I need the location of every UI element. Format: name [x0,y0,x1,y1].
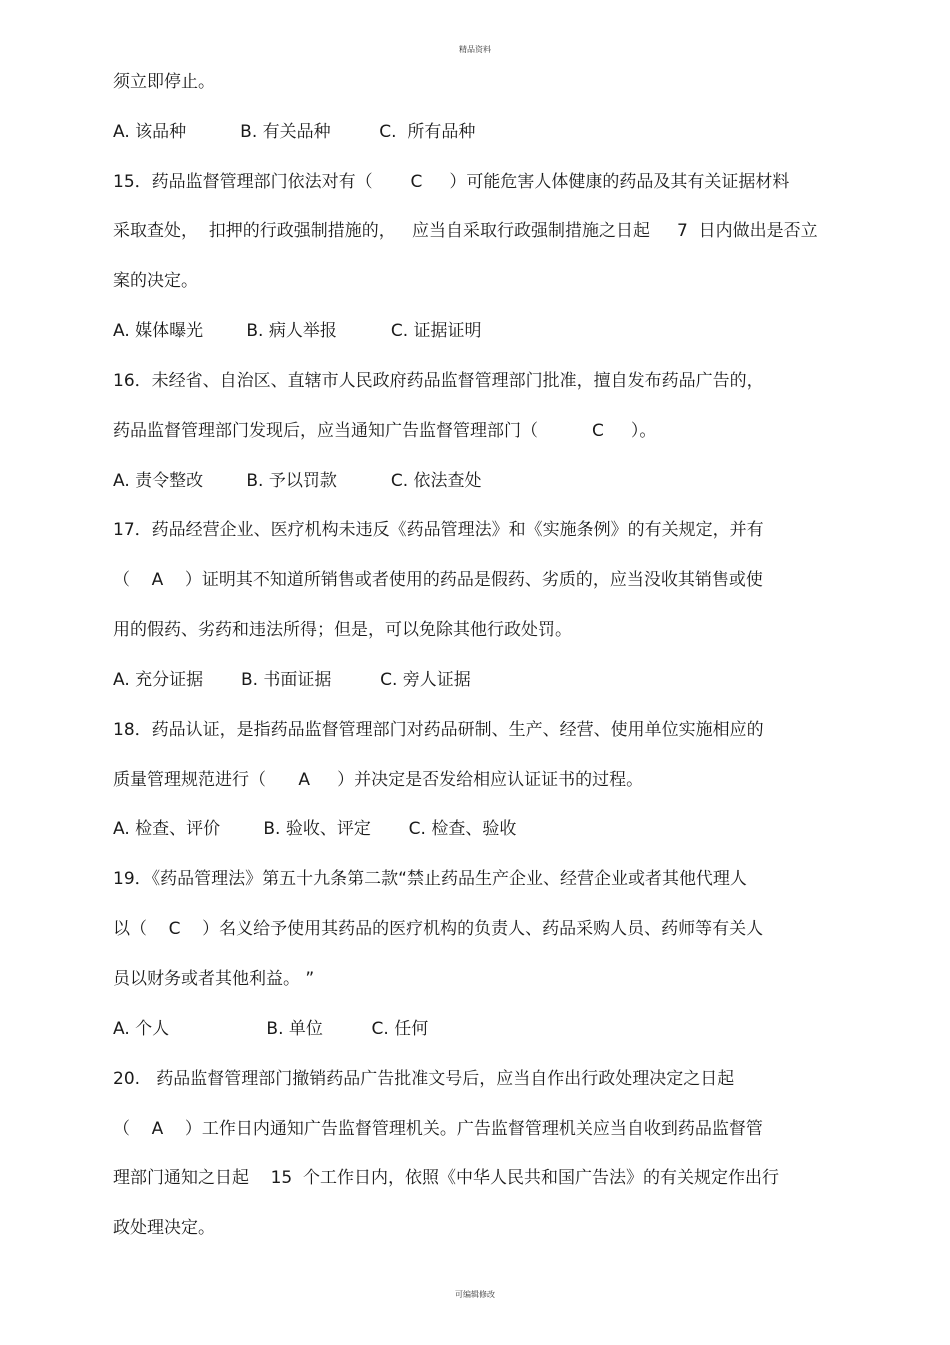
text-line: 案的决定。 [113,271,198,291]
text-line: 须立即停止。 [113,72,215,92]
text-line: 药品监督管理部门发现后，应当通知广告监督管理部门（ C ）。 [113,421,657,441]
question-19-line: 19．《药品管理法》第五十九条第二款“禁止药品生产企业、经营企业或者其他代理人 [113,869,747,889]
text-line: 用的假药、劣药和违法所得；但是，可以免除其他行政处罚。 [113,620,572,640]
text-line: （ A ）证明其不知道所销售或者使用的药品是假药、劣质的，应当没收其销售或使 [113,570,763,590]
question-16-line: 16．未经省、自治区、直辖市人民政府药品监督管理部门批准，擅自发布药品广告的， [113,371,764,391]
page-footer: 可编辑修改 [455,1290,495,1299]
answer-options-line: A. 责令整改 B. 予以罚款 C. 依法查处 [113,471,482,491]
answer-options-line: A. 媒体曝光 B. 病人举报 C. 证据证明 [113,321,482,341]
answer-options-line: A. 充分证据 B. 书面证据 C. 旁人证据 [113,670,471,690]
text-line: 政处理决定。 [113,1218,215,1238]
question-20-line: 20. 药品监督管理部门撤销药品广告批准文号后，应当自作出行政处理决定之日起 [113,1069,735,1089]
answer-options-line: A. 该品种 B. 有关品种 C. 所有品种 [113,122,476,142]
text-line: 员以财务或者其他利益。 ” [113,969,315,989]
page-header: 精品资料 [459,45,491,54]
question-17-line: 17．药品经营企业、医疗机构未违反《药品管理法》和《实施条例》的有关规定，并有 [113,520,764,540]
question-15-line: 15．药品监督管理部门依法对有（ C ）可能危害人体健康的药品及其有关证据材料 [113,172,790,192]
answer-options-line: A. 检查、评价 B. 验收、评定 C. 检查、验收 [113,819,517,839]
question-18-line: 18．药品认证，是指药品监督管理部门对药品研制、生产、经营、使用单位实施相应的 [113,720,764,740]
text-line: 质量管理规范进行（ A ）并决定是否发给相应认证证书的过程。 [113,770,644,790]
answer-options-line: A. 个人 B. 单位 C. 任何 [113,1019,429,1039]
text-line: （ A ）工作日内通知广告监督管理机关。广告监督管理机关应当自收到药品监督管 [113,1119,763,1139]
text-line: 采取查处， 扣押的行政强制措施的， 应当自采取行政强制措施之日起 7 日内做出是否立 [113,221,818,241]
text-line: 理部门通知之日起 15 个工作日内，依照《中华人民共和国广告法》的有关规定作出行 [113,1168,780,1188]
text-line: 以（ C ）名义给予使用其药品的医疗机构的负责人、药品采购人员、药师等有关人 [113,919,764,939]
